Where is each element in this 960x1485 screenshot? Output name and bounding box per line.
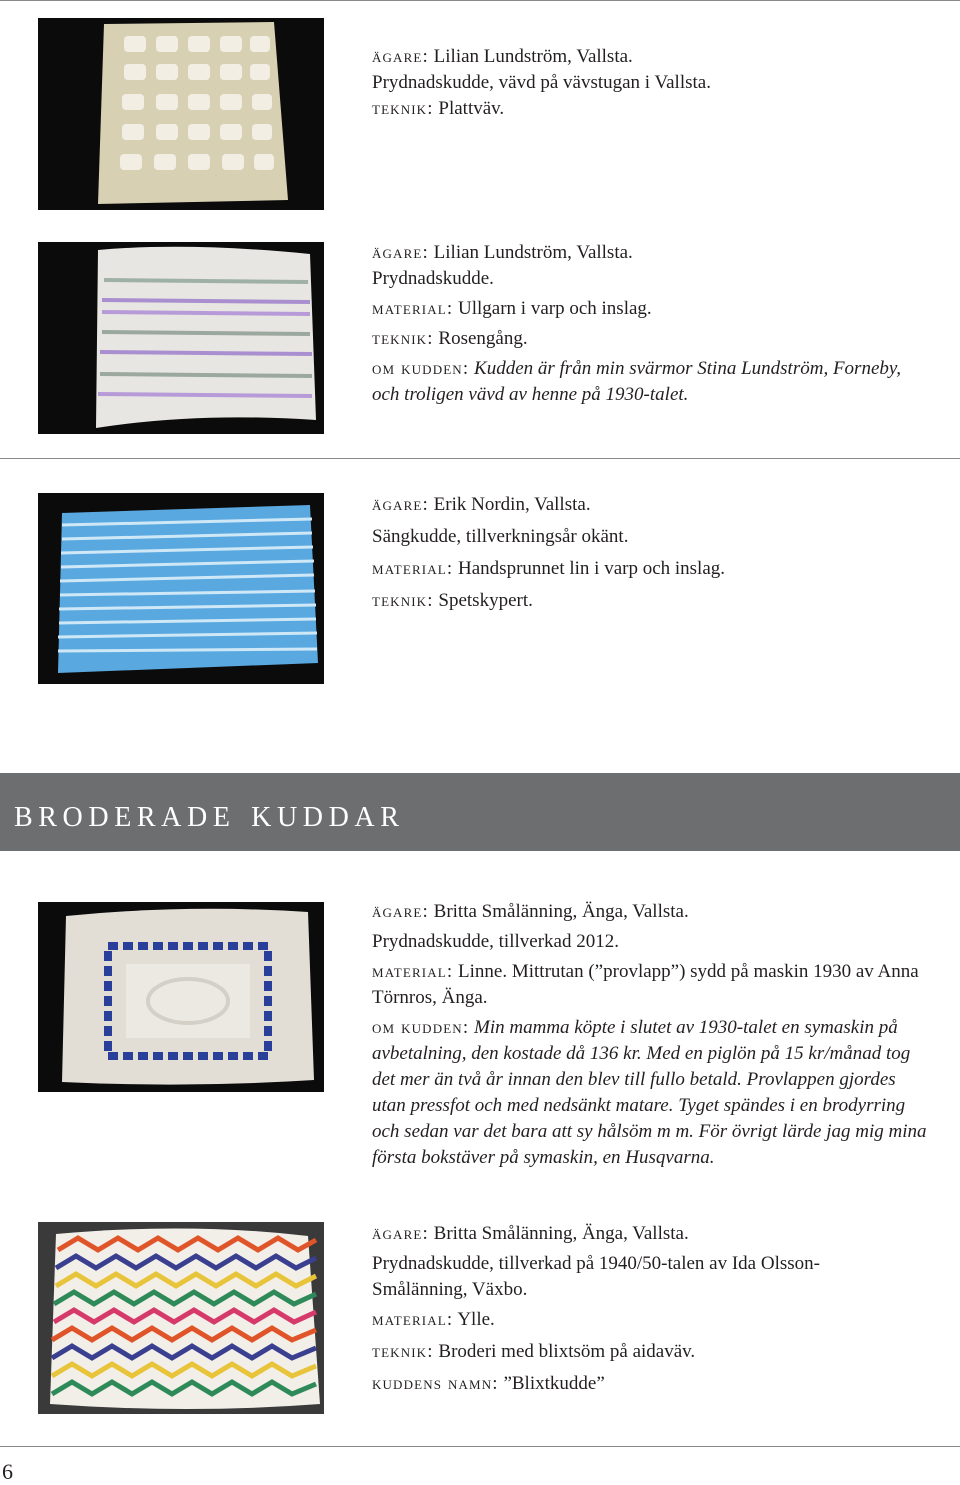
bottom-rule	[0, 1446, 960, 1447]
section-title: broderade kuddar	[14, 790, 405, 835]
embroidered-entry-1-line: om kudden: Min mamma köpte i slutet av 1930-talet en symaskin på avbetalning, den kostade då 136 kr. Med en piglön på 15 kr/månad tog det mer än två år innan den blev till fullo betald. Provlappen gjordes utan pressfot och med nedsänkt matare. Tyget spändes i en brodyrring och sedan var det bara att sy hålsöm m m. För övrigt lärde jag mig mina första bokstäver på symaskin, en Husqvarna.	[372, 1017, 927, 1168]
cushion-blixtkudde-image	[38, 1222, 324, 1414]
embroidered-entry-1-line: material: Linne. Mittrutan (”provlapp”) sydd på maskin 1930 av Anna Törnros, Änga.	[372, 961, 919, 1008]
embroidered-entry-1-line: Prydnadskudde, tillverkad 2012.	[372, 931, 619, 952]
entry-2-line: ägare: Lilian Lundström, Vallsta.	[372, 242, 633, 263]
entry-3-text	[372, 492, 932, 614]
cushion-photo-2	[38, 242, 324, 434]
cushion-photo-4	[38, 902, 324, 1092]
entry-3-line: teknik: Spetskypert.	[372, 590, 533, 611]
embroidered-entry-2-line: Prydnadskudde, tillverkad på 1940/50-talen av Ida Olsson-Smålänning, Växbo.	[372, 1253, 820, 1300]
page-number: 6	[2, 1459, 13, 1484]
entry-3-line: Sängkudde, tillverkningsår okänt.	[372, 526, 629, 547]
section-banner	[0, 773, 960, 851]
entry-3-line: ägare: Erik Nordin, Vallsta.	[372, 494, 591, 515]
embroidered-entry-2-text	[372, 1221, 912, 1397]
embroidered-entry-2-line: material: Ylle.	[372, 1309, 495, 1330]
top-rule	[0, 0, 960, 1]
embroidered-entry-2-line: ägare: Britta Smålänning, Änga, Vallsta.	[372, 1223, 689, 1244]
embroidered-entry-2-line: teknik: Broderi med blixtsöm på aidaväv.	[372, 1341, 696, 1362]
entry-3-line: material: Handsprunnet lin i varp och inslag.	[372, 558, 726, 579]
cushion-photo-1	[38, 18, 324, 210]
entry-2-line: material: Ullgarn i varp och inslag.	[372, 298, 652, 319]
embroidered-entry-2-line: kuddens namn: ”Blixtkudde”	[372, 1373, 605, 1394]
entry-2-text	[372, 240, 932, 408]
entry-1-text	[372, 44, 932, 122]
divider-rule	[0, 458, 960, 459]
cushion-photo-5	[38, 1222, 324, 1414]
cushion-photo-3	[38, 493, 324, 684]
embroidered-entry-1-line: ägare: Britta Smålänning, Änga, Vallsta.	[372, 901, 689, 922]
cushion-plattvav-image	[38, 18, 324, 210]
entry-2-line: teknik: Rosengång.	[372, 328, 528, 349]
entry-1-line: teknik: Plattväv.	[372, 98, 505, 119]
cushion-provlapp-image	[38, 902, 324, 1092]
embroidered-entry-1-text	[372, 899, 932, 1171]
entry-1-line: ägare: Lilian Lundström, Vallsta.	[372, 46, 633, 67]
entry-1-line: Prydnadskudde, vävd på vävstugan i Vallsta.	[372, 72, 711, 93]
entry-2-line: Prydnadskudde.	[372, 268, 494, 289]
cushion-spetskypert-image	[38, 493, 324, 684]
cushion-rosengang-image	[38, 242, 324, 434]
entry-2-line: om kudden: Kudden är från min svärmor Stina Lundström, Forneby, och troligen vävd av henne på 1930-talet.	[372, 358, 902, 405]
